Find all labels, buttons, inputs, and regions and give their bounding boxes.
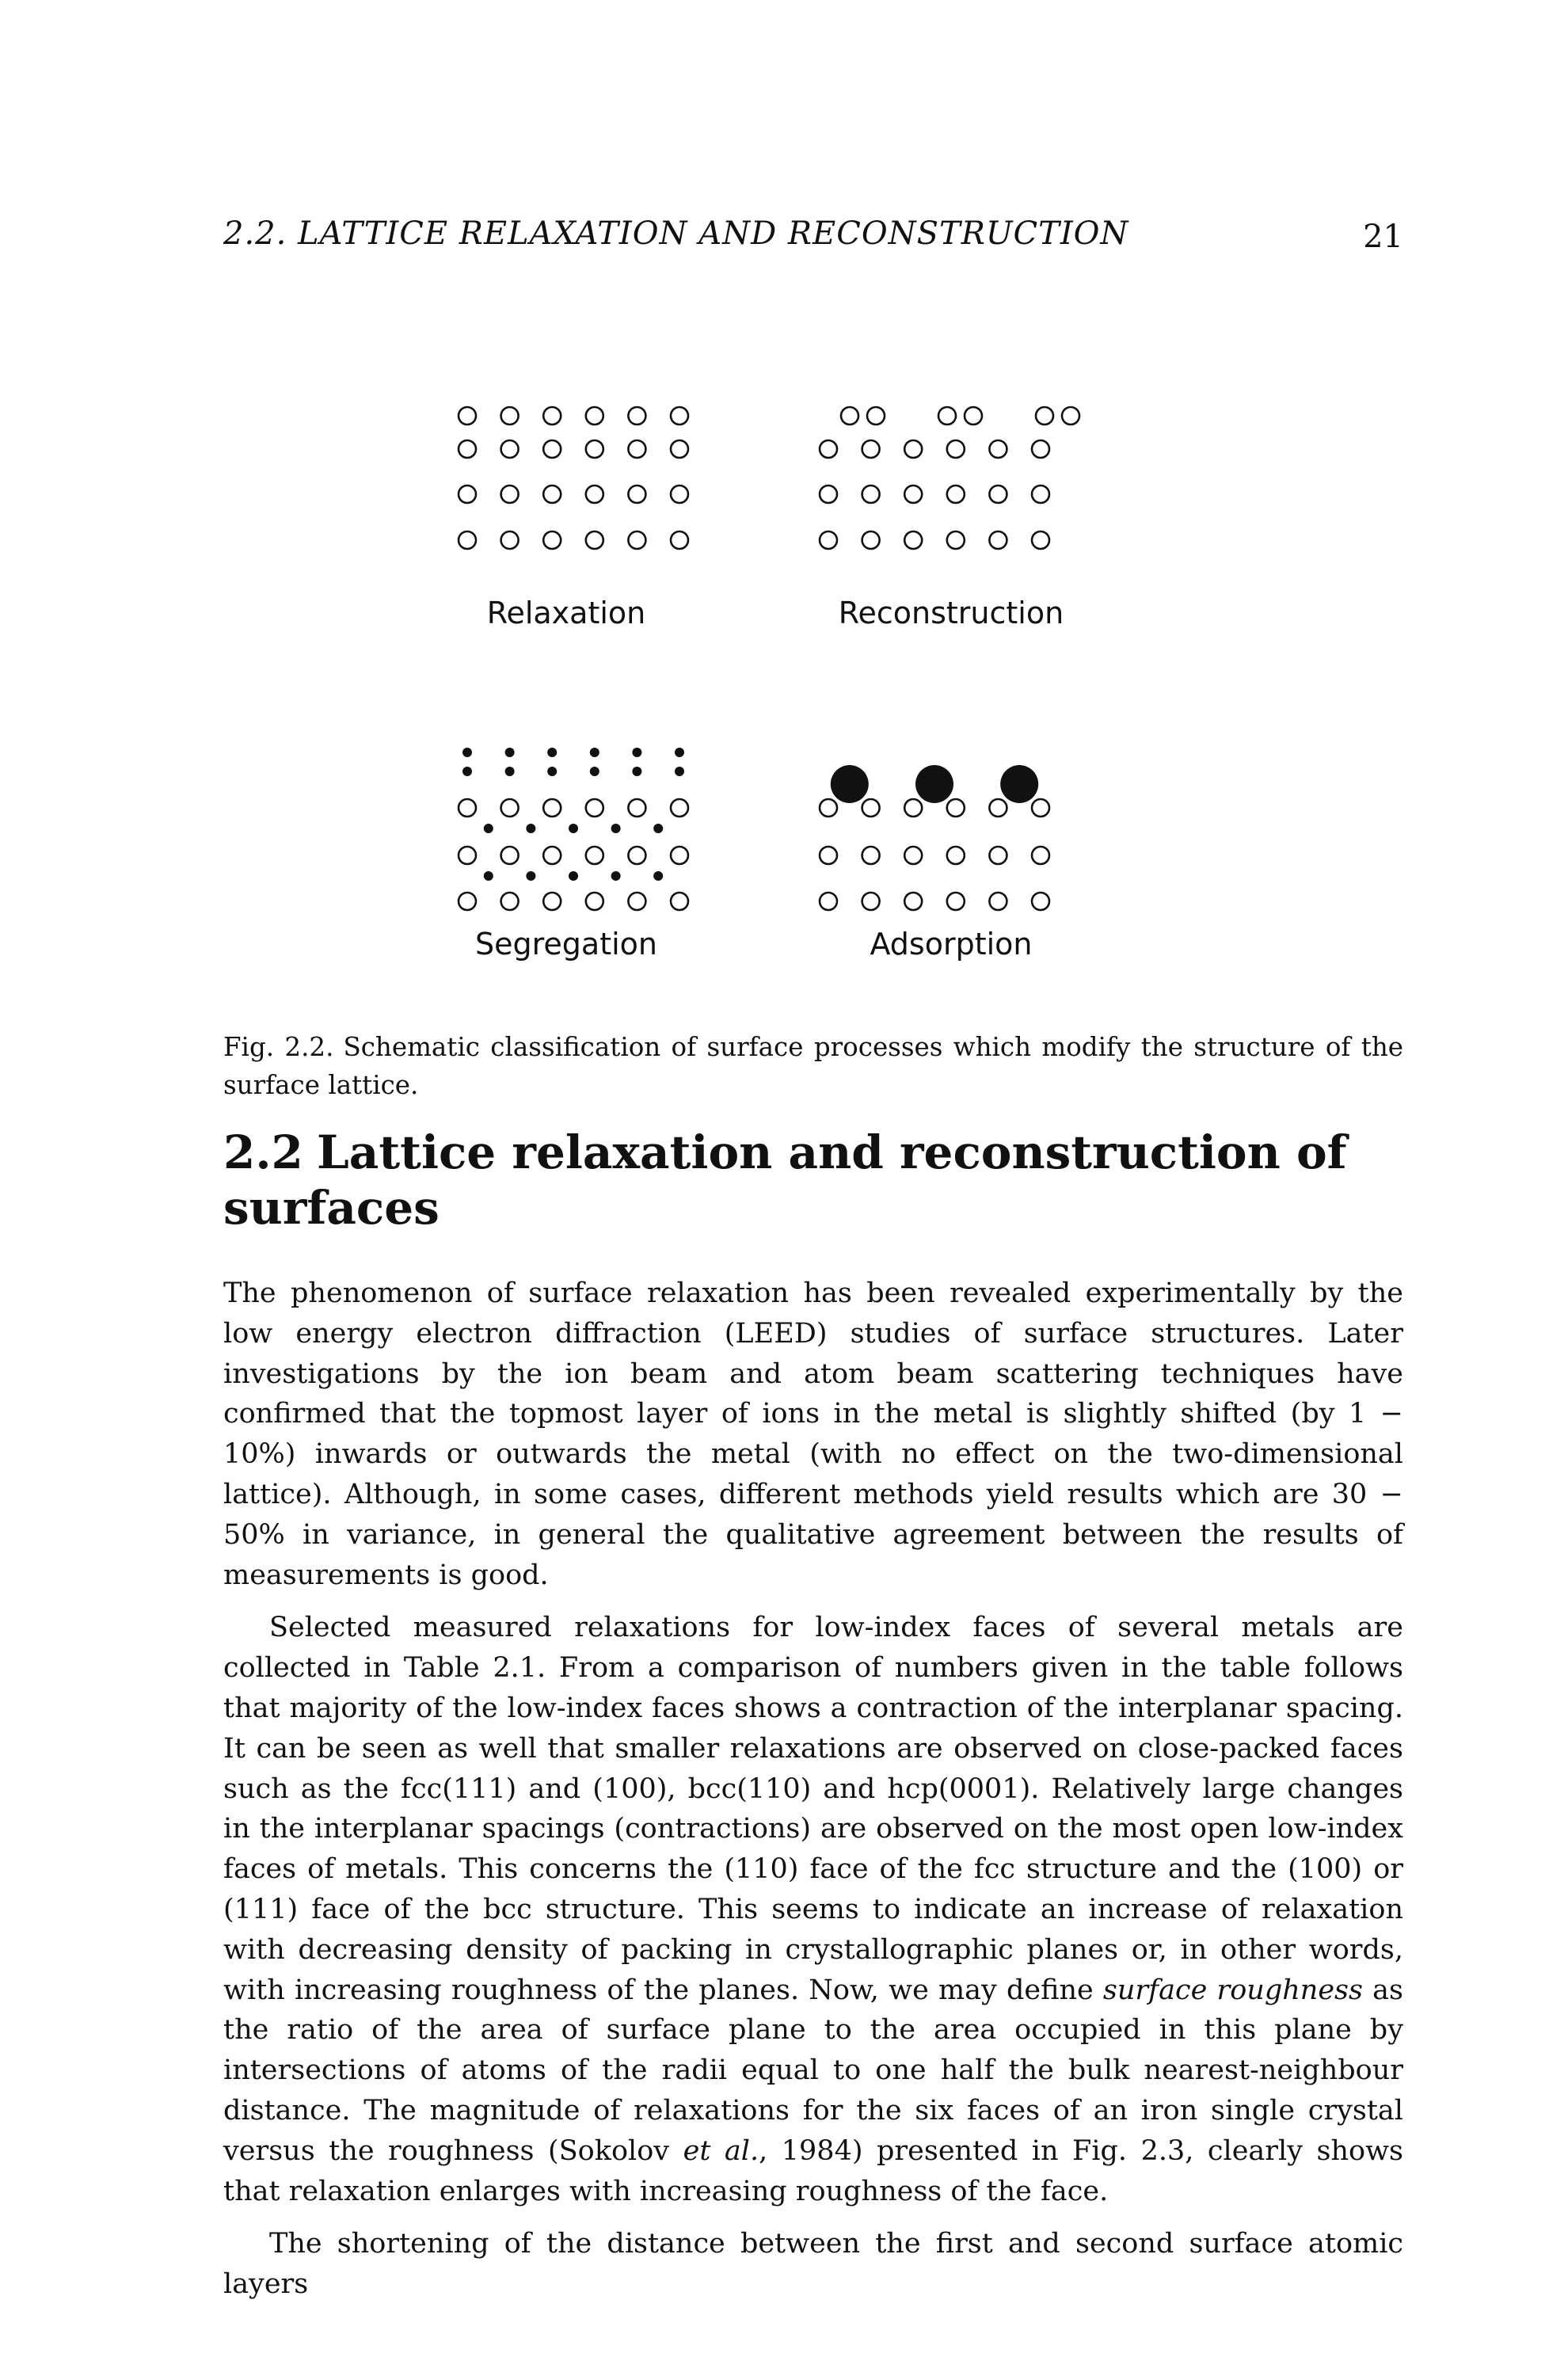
reconstructed-atom <box>867 407 885 425</box>
body-text <box>223 1274 1403 2317</box>
segregated-atom <box>547 748 557 757</box>
bulk-atom <box>501 407 519 425</box>
bulk-atom <box>543 440 561 458</box>
bulk-atom <box>459 407 476 425</box>
segregated-atom <box>653 824 663 833</box>
bulk-atom <box>543 847 561 864</box>
paragraph-2-part-b: as the ratio of the area of surface plane to the area occupied in this plane by intersections of atoms of the radii equal to one half the bulk nearest-neighbour distance. The magnitude of relaxations for the six faces of an iron single crystal versus the roughness (Sokolov <box>223 1974 1403 2167</box>
bulk-atom <box>671 440 688 458</box>
bulk-atom <box>459 440 476 458</box>
caption-text: Schematic classification of surface processes which modify the structure of the surface lattice. <box>223 1032 1403 1100</box>
bulk-atom <box>628 485 645 503</box>
bulk-atom <box>820 531 837 549</box>
substrate-atom <box>1032 847 1049 864</box>
relaxation-label: Relaxation <box>486 596 646 630</box>
paragraph-2-part-c: , 1984) presented in Fig. 2.3, clearly shows that relaxation enlarges with increasing roughness of the face. <box>223 2134 1403 2207</box>
adsorbate-atom <box>1000 765 1038 803</box>
bulk-atom <box>501 440 519 458</box>
segregated-atom <box>484 871 493 881</box>
substrate-atom <box>1032 893 1049 910</box>
adsorption-label: Adsorption <box>870 927 1033 961</box>
segregated-atom <box>632 748 641 757</box>
bulk-atom <box>989 531 1007 549</box>
reconstructed-atom <box>965 407 982 425</box>
term-surface-roughness: surface roughness <box>1102 1974 1363 2006</box>
segregated-atom <box>526 871 535 881</box>
substrate-atom <box>947 893 965 910</box>
reconstruction-label: Reconstruction <box>838 596 1064 630</box>
bulk-atom <box>671 799 688 817</box>
bulk-atom <box>501 847 519 864</box>
bulk-atom <box>459 847 476 864</box>
bulk-atom <box>947 485 965 503</box>
segregated-atom <box>611 824 621 833</box>
segregated-atom <box>505 748 515 757</box>
reconstruction-panel <box>820 407 1079 549</box>
bulk-atom <box>904 440 922 458</box>
bulk-atom <box>586 407 603 425</box>
bulk-atom <box>501 485 519 503</box>
bulk-atom <box>671 407 688 425</box>
bulk-atom <box>543 799 561 817</box>
bulk-atom <box>1032 485 1049 503</box>
figure-2-2 <box>443 388 1140 990</box>
segregated-atom <box>569 871 578 881</box>
bulk-atom <box>947 440 965 458</box>
substrate-atom <box>989 847 1007 864</box>
segregated-atom <box>569 824 578 833</box>
segregated-atom <box>590 748 599 757</box>
bulk-atom <box>628 893 645 910</box>
section-number: 2.2 <box>223 1125 303 1179</box>
bulk-atom <box>586 440 603 458</box>
paragraph-2 <box>223 1608 1403 2211</box>
segregated-atom <box>462 748 472 757</box>
bulk-atom <box>501 893 519 910</box>
segregated-atom <box>675 748 684 757</box>
reconstructed-atom <box>1036 407 1053 425</box>
bulk-atom <box>459 485 476 503</box>
bulk-atom <box>586 799 603 817</box>
bulk-atom <box>543 531 561 549</box>
substrate-atom <box>862 893 880 910</box>
segregated-atom <box>526 824 535 833</box>
adsorption-panel <box>820 765 1049 910</box>
bulk-atom <box>543 407 561 425</box>
bulk-atom <box>586 531 603 549</box>
surface-process-diagram <box>443 388 1140 990</box>
section-heading <box>223 1125 1459 1236</box>
bulk-atom <box>543 893 561 910</box>
substrate-atom <box>947 799 965 817</box>
bulk-atom <box>904 485 922 503</box>
substrate-atom <box>862 799 880 817</box>
segregation-label: Segregation <box>475 927 657 961</box>
reconstructed-atom <box>841 407 858 425</box>
substrate-atom <box>904 799 922 817</box>
segregated-atom <box>611 871 621 881</box>
bulk-atom <box>459 893 476 910</box>
substrate-atom <box>820 799 837 817</box>
figure-caption <box>223 1028 1403 1104</box>
segregated-atom <box>484 824 493 833</box>
substrate-atom <box>904 893 922 910</box>
bulk-atom <box>586 893 603 910</box>
bulk-atom <box>671 485 688 503</box>
bulk-atom <box>628 440 645 458</box>
relaxation-panel <box>459 407 688 549</box>
substrate-atom <box>862 847 880 864</box>
bulk-atom <box>459 799 476 817</box>
citation-et-al: et al. <box>683 2134 759 2167</box>
bulk-atom <box>904 531 922 549</box>
substrate-atom <box>904 847 922 864</box>
bulk-atom <box>628 847 645 864</box>
bulk-atom <box>989 440 1007 458</box>
bulk-atom <box>1032 531 1049 549</box>
section-title: Lattice relaxation and reconstruction of surfaces <box>223 1125 1347 1235</box>
substrate-atom <box>1032 799 1049 817</box>
bulk-atom <box>586 485 603 503</box>
bulk-atom <box>947 531 965 549</box>
segregated-atom <box>653 871 663 881</box>
reconstructed-atom <box>1062 407 1079 425</box>
bulk-atom <box>586 847 603 864</box>
segregated-atom <box>462 767 472 776</box>
bulk-atom <box>628 531 645 549</box>
bulk-atom <box>862 531 880 549</box>
bulk-atom <box>1032 440 1049 458</box>
substrate-atom <box>820 893 837 910</box>
bulk-atom <box>628 799 645 817</box>
bulk-atom <box>862 485 880 503</box>
bulk-atom <box>989 485 1007 503</box>
substrate-atom <box>989 799 1007 817</box>
adsorbate-atom <box>831 765 869 803</box>
segregated-atom <box>505 767 515 776</box>
bulk-atom <box>671 847 688 864</box>
segregated-atom <box>547 767 557 776</box>
segregated-atom <box>675 767 684 776</box>
bulk-atom <box>543 485 561 503</box>
substrate-atom <box>947 847 965 864</box>
substrate-atom <box>989 893 1007 910</box>
bulk-atom <box>501 799 519 817</box>
adsorbate-atom <box>915 765 953 803</box>
running-head <box>223 215 1403 263</box>
substrate-atom <box>820 847 837 864</box>
paragraph-1: The phenomenon of surface relaxation has been revealed experimentally by the low energy electron diffraction (LEED) studies of surface structures. Later investigations by the ion beam and atom beam scattering techniques have confirmed that the topmost layer of ions in the metal is slightly shifted (by 1 − 10%) inwards or outwards the metal (with no effect on the two-dimensional lattice). Although, in some cases, different methods yield results which are 30 − 50% in variance, in general the qualitative agreement between the results of measurements is good. <box>223 1277 1403 1591</box>
bulk-atom <box>671 893 688 910</box>
page-number: 21 <box>1363 219 1403 255</box>
segregation-panel <box>459 748 688 910</box>
segregated-atom <box>632 767 641 776</box>
running-title: 2.2. LATTICE RELAXATION AND RECONSTRUCTION <box>223 215 1129 252</box>
bulk-atom <box>501 531 519 549</box>
bulk-atom <box>628 407 645 425</box>
bulk-atom <box>459 531 476 549</box>
bulk-atom <box>671 531 688 549</box>
paragraph-3: The shortening of the distance between the first and second surface atomic layers <box>223 2228 1403 2301</box>
paragraph-2-part-a: Selected measured relaxations for low-index faces of several metals are collected in Table 2.1. From a comparison of numbers given in the table follows that majority of the low-index faces shows a contraction of the interplanar spacing. It can be seen as well that smaller relaxations are observed on close-packed faces such as the fcc(111) and (100), bcc(110) and hcp(0001). Relatively large changes in the interplanar spacings (contractions) are observed on the most open low-index faces of metals. This concerns the (110) face of the fcc structure and the (100) or (111) face of the bcc structure. This seems to indicate an increase of relaxation with decreasing density of packing in crystallographic planes or, in other words, with increasing roughness of the planes. Now, we may define <box>223 1612 1403 2006</box>
caption-lead: Fig. 2.2. <box>223 1032 334 1062</box>
bulk-atom <box>820 485 837 503</box>
segregated-atom <box>590 767 599 776</box>
bulk-atom <box>862 440 880 458</box>
bulk-atom <box>820 440 837 458</box>
reconstructed-atom <box>938 407 956 425</box>
